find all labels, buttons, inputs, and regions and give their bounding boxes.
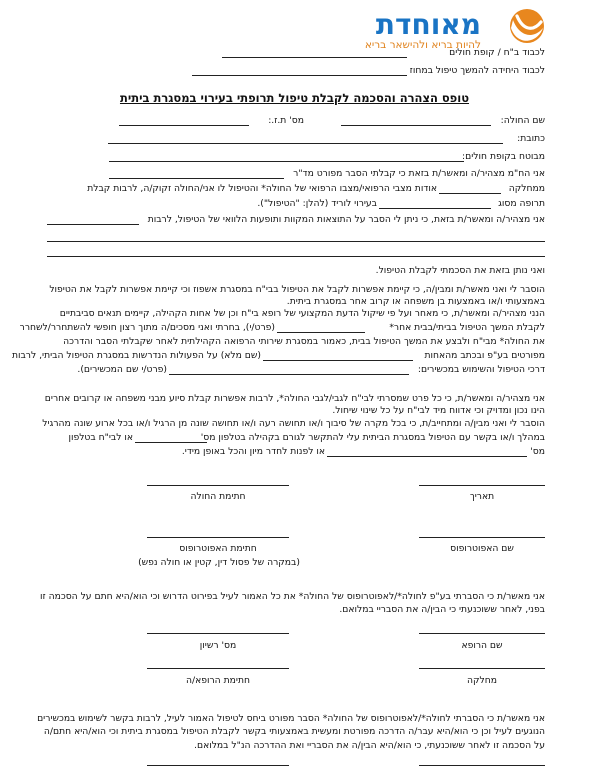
p2-line-5b: או לפנות לחדר מיון והכל באופן מידי.	[181, 446, 325, 457]
consent-text: ואני נותן בזאת את הסכמתי לקבלת הטיפול.	[375, 265, 545, 276]
patient-signature-line[interactable]	[147, 485, 289, 486]
page-title: טופס הצהרה והסכמה לקבלת טיפול תרופתי בעירוי במסגרת ביתית	[119, 91, 470, 105]
declaration-line-4: אני מצהיר/ה ומאשר/ת בזאת, כי ניתן לי הסבר על התוצאות המקוות ותופעות הלוואי של הטיפול, לרבות	[147, 214, 545, 225]
header-to-clinic: לכבוד ב"ח / קופת חולים	[449, 47, 545, 58]
doctor-name-label: שם הרופא	[461, 640, 503, 651]
medication-field[interactable]	[379, 208, 491, 209]
doctor-text-2: בפני, לאחר ששוכנעתי כי הבין/ה את הסבריי במלואם.	[339, 604, 545, 615]
p1-line-1: הוסבר לי ואני מאשר/ת ומבין/ה, כי קיימת אפשרות לקבל את הטיפול בבי"ח במסגרת אשפוז וכי קיימת אפשרות לקבל את הטיפול	[49, 284, 545, 295]
address-label: כתובת:	[517, 133, 545, 144]
p1-line-4b: (פרט/י), בחרתי ואני מסכים/ה מתוך רצון חופשי להשתחרר/לשחרר	[19, 322, 275, 333]
p1-line-5: את החולה* מבי"ח ולבצע את המשך הטיפול בבית, כאמור במסגרת שירותי הרפואה הקהילתית לאחר שקבלתי הסבר והדרכה	[63, 336, 545, 347]
nurse-text-3: על הסכמה זו לאחר ששוכנעתי, כי הוא/היא הבין/ה את הסבריי ואת ההדרכה הנ"ל במלואם.	[194, 740, 545, 751]
guardian-signature-label: חתימת האפוטרופוס	[179, 543, 257, 554]
doctor-signature-line[interactable]	[147, 668, 289, 669]
side-effects-field-3[interactable]	[47, 256, 545, 257]
department-sig-label: מחלקה	[467, 675, 497, 686]
department-line[interactable]	[419, 668, 545, 669]
nurse-sig-line-2[interactable]	[147, 765, 289, 766]
p1-line-2: באמצעותי ו/או באמצעות בן משפחה או קרוב אחר במסגרת ביתית.	[286, 296, 545, 307]
hospital-phone-field[interactable]	[327, 456, 527, 457]
address-field[interactable]	[108, 143, 503, 144]
medication-label: תרופה מסוג	[498, 198, 545, 209]
p2-line-2: הינו נכון ומדויק וכי אדווח מיד לבי"ח על כל שינוי שיחול.	[332, 405, 545, 416]
id-number-field[interactable]	[119, 125, 249, 126]
guardian-name-line[interactable]	[419, 537, 545, 538]
patient-name-field[interactable]	[341, 125, 491, 126]
insured-label: מבוטח בקופת חולים:	[462, 151, 545, 162]
p2-line-5a: מס'	[530, 446, 545, 457]
p1-line-6b: (שם מלא) על הפעולות הנדרשות במסגרת הטיפול הביתי, לרבות	[11, 350, 261, 361]
nurse-text-2: הנוגעים לעיל וכן כי הוא/היא עבר/ה הדרכה מפורטת ומעשית באמצעותי בקשר לקבלת הטיפול במסגרת ביתית וכי הוא/היא חתם/ה	[43, 726, 545, 737]
insured-field[interactable]	[109, 161, 464, 162]
license-line[interactable]	[147, 633, 289, 634]
p2-line-1: אני מצהיר/ה ומאשר/ת, כי כל פרט שמסרתי לבי"ח לגבי/לגבי החולה*, לרבות אפשרות קבלת סיוע מבני משפחה או קרובים אחרים	[44, 393, 545, 404]
p1-line-7b: (פרט/י שם המכשירים).	[77, 364, 167, 375]
community-phone-field[interactable]	[135, 442, 207, 443]
header-unit-line[interactable]	[192, 75, 407, 76]
header-clinic-line[interactable]	[222, 57, 407, 58]
doctor-text-1: אני מאשר/ת כי הסברתי בע"פ לחולה*/לאפוטרופוס של החולה* את כל האמור לעיל בפירוט הדרוש וכי הוא/היא חתם על הסכמה זו	[40, 591, 545, 602]
nurse-name-field[interactable]	[263, 360, 413, 361]
date-label: תאריך	[469, 491, 495, 502]
id-number-label: מס' ת.ז.:	[268, 115, 304, 126]
date-line[interactable]	[419, 485, 545, 486]
p2-line-4b: או לבי"ח בטלפון	[68, 432, 133, 443]
nurse-sig-line-1[interactable]	[419, 765, 545, 766]
maccabi-swirl-icon	[503, 6, 547, 50]
logo-slogan: להיות בריא ולהישאר בריא	[364, 39, 481, 51]
guardian-signature-line[interactable]	[147, 537, 289, 538]
p2-line-4a: במהלך ו/או בקשר עם הטיפול במסגרת הביתית עלי להתקשר לגורם בקהילה בטלפון מס'	[200, 432, 545, 443]
patient-signature-label: חתימת החולה	[190, 491, 246, 502]
doctor-name-field[interactable]	[109, 178, 284, 179]
p1-line-6a: מפורטים בע"פ ובכתב מהאחות	[424, 350, 545, 361]
doctor-name-line[interactable]	[419, 633, 545, 634]
declaration-line-1: אני הח"מ מצהיר/ה ומאשר/ת בזאת כי קבלתי הסבר מפורט מד"ר	[293, 168, 545, 179]
side-effects-field-1[interactable]	[47, 224, 139, 225]
department-label: ממחלקה	[508, 183, 545, 194]
declaration-line-2: אודות מצבי הרפואי/מצבו הרפואי של החולה* והטיפול לו אני/החולה זקוק/ה, לרבות קבלת	[87, 183, 437, 194]
license-label: מס' רשיון	[199, 640, 237, 651]
nurse-text-1: אני מאשר/ת כי הסברתי לחולה*/לאפוטרופוס של החולה* הסבר מפורט ביחס לטיפול האמור לעיל, לרבות בקשר לשימוש במכשירים	[37, 713, 545, 724]
p1-line-4a: לקבלת המשך הטיפול בביתי/בבית אחר*	[389, 322, 545, 333]
guardian-name-label: שם האפוטרופוס	[450, 543, 514, 554]
other-home-field[interactable]	[277, 332, 365, 333]
side-effects-field-2[interactable]	[47, 241, 545, 242]
department-field[interactable]	[439, 193, 501, 194]
p1-line-3: הנני מצהיר/ה ומאשר/ת, כי מאחר ועל פי שיקול הדעת המקצועי של רופא בי"ח וכן של אחות הקהילה, קיימים תנאים סביבתיים	[59, 308, 545, 319]
guardian-note: (במקרה של פסול דין, קטין או חולה נפש)	[138, 557, 300, 568]
header-to-unit: לכבוד היחידה להמשך טיפול במחוז	[409, 65, 545, 76]
p2-line-3: הוסבר לי ואני מבין/ה ומתחייב/ת, כי בכל מקרה של סיבוך ו/או תחושה רעה ו/או תחושה שונה מן הרגיל ו/או בכל ארוע שונה מהרגיל	[42, 418, 545, 429]
p1-line-7a: דרכי הטיפול והשימוש במכשירים:	[417, 364, 545, 375]
doctor-signature-label: חתימת הרופא/ה	[186, 675, 250, 686]
patient-name-label: שם החולה:	[500, 115, 545, 126]
devices-field[interactable]	[169, 374, 409, 375]
declaration-line-3: בעירוי לוריד (להלן: "הטיפול").	[257, 198, 377, 209]
logo-name: מאוחדת	[375, 8, 481, 41]
